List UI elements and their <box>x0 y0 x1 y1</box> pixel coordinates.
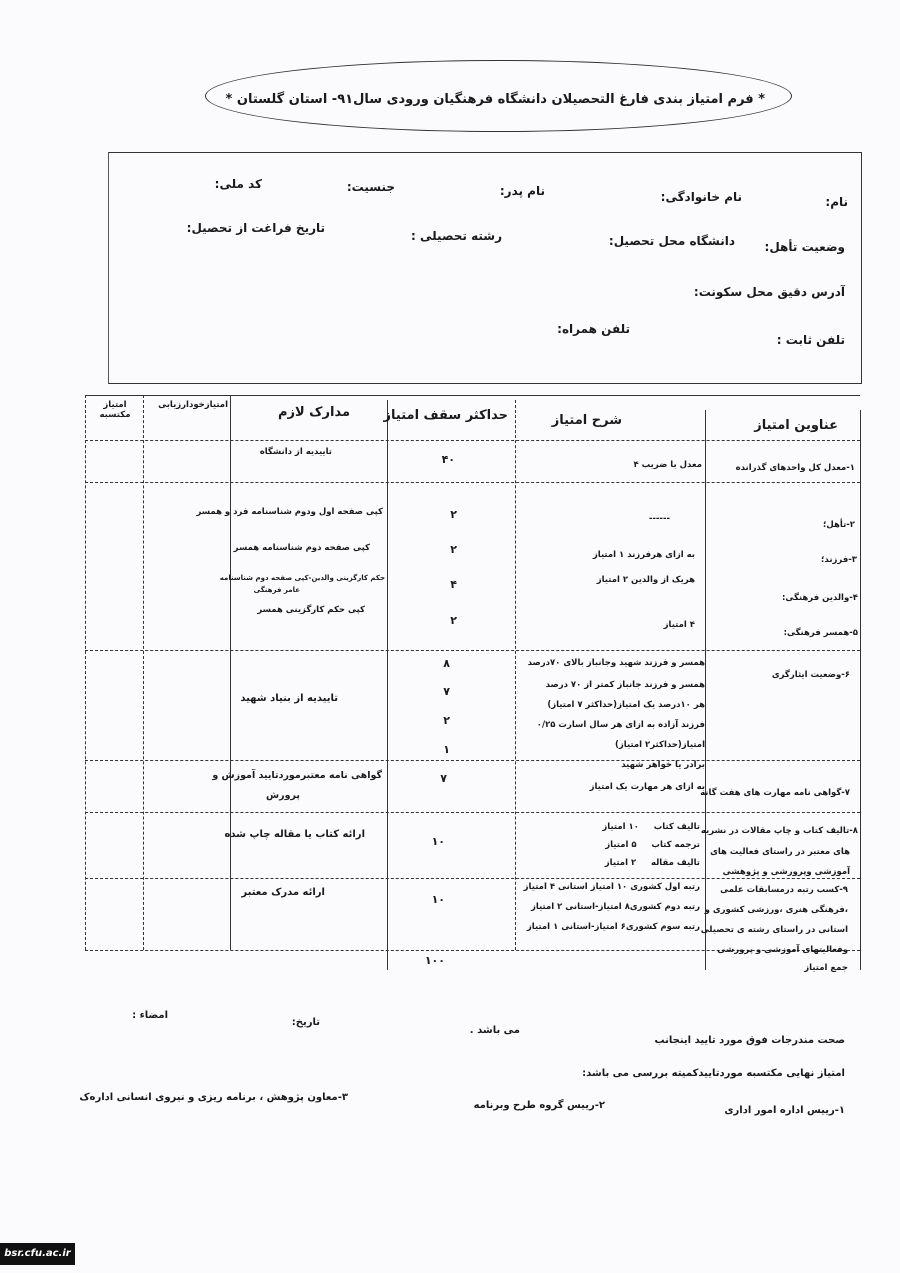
mobile-field[interactable]: تلفن همراه: <box>557 322 630 336</box>
row2-desc: ------ <box>648 514 670 524</box>
national-id-field[interactable]: کد ملی: <box>214 177 262 191</box>
graduation-date-field[interactable]: تاریخ فراغت از تحصیل: <box>186 221 325 235</box>
signature-label[interactable]: امضاء : <box>132 1010 168 1021</box>
row5-docs: کپی حکم کارگزینی همسر <box>257 605 365 615</box>
total-title: جمع امتیاز <box>804 963 848 973</box>
row3-title: ۳-فرزند؛ <box>821 555 857 565</box>
row6-title: ۶-وضعیت ایثارگری <box>771 670 850 680</box>
row5-desc: ۴ امتیاز <box>663 620 695 630</box>
marital-status-field[interactable]: وضعیت تأهل: <box>764 240 845 254</box>
row6-desc-4: فرزند آزاده به ازای هر سال اسارت ۰/۲۵ <box>536 720 705 730</box>
row3-desc: به ازای هرفرزند ۱ امتیاز <box>592 550 695 560</box>
row8-max: ۱۰ <box>431 835 445 848</box>
row2-title: ۲-تأهل؛ <box>823 520 855 530</box>
name-field[interactable]: نام: <box>825 195 848 209</box>
confirm-statement: صحت مندرجات فوق مورد تایید اینجانب <box>654 1035 845 1046</box>
confirm-end: می باشد . <box>469 1025 520 1036</box>
row8-title-1: ۸-تالیف کتاب و چاپ مقالات در نشریه <box>700 826 858 836</box>
final-score-statement: امتیاز نهایی مکتسبه موردتاییدکمیته بررسی می باشد: <box>582 1068 845 1079</box>
row6-max-2: ۷ <box>443 685 450 698</box>
father-name-field[interactable]: نام پدر: <box>499 184 545 198</box>
row7-title: ۷-گواهی نامه مهارت های هفت گانه <box>700 788 850 798</box>
row6-desc-5: امتیاز(حداکثر۲ امتیاز) <box>615 740 705 750</box>
row1-max: ۴۰ <box>441 453 455 466</box>
row6-max-1: ۸ <box>443 657 450 670</box>
row1-docs: تاییدیه از دانشگاه <box>259 447 332 457</box>
date-label[interactable]: تاریخ: <box>291 1017 320 1028</box>
landline-field[interactable]: تلفن ثابت : <box>776 333 845 347</box>
row2-docs: کپی صفحه اول ودوم شناسنامه فرد و همسر <box>196 507 383 517</box>
row9-title-4: وفعالیتهای آموزشی و پرورشی <box>717 945 848 955</box>
watermark-logo: bsr.cfu.ac.ir <box>0 1243 75 1265</box>
row7-max: ۷ <box>440 772 447 785</box>
row6-desc-6: برادر یا خواهر شهید <box>621 760 705 770</box>
total-max: ۱۰۰ <box>424 954 445 967</box>
row8-desc-3: تالیف مقاله ۲ امتیاز <box>604 858 700 868</box>
gender-field[interactable]: جنسیت: <box>346 180 395 194</box>
row9-docs: ارائه مدرک معتبر <box>241 887 325 898</box>
row6-desc-2: همسر و فرزند جانباز کمتر از ۷۰ درصد <box>545 680 705 690</box>
header-required-documents: مدارک لازم <box>277 405 350 420</box>
signer-2: ۲-رییس گروه طرح وبرنامه <box>473 1100 605 1111</box>
row6-max-3: ۲ <box>443 714 450 727</box>
form-title: * فرم امتیاز بندی فارغ التحصیلان دانشگاه فرهنگیان ورودی سال۹۱- استان گلستان * <box>225 92 765 107</box>
row9-title-1: ۹-کسب رتبه درمسابقات علمی <box>720 885 848 895</box>
header-score-description: شرح امتیاز <box>551 413 622 428</box>
header-earned-score: امتیاز مکتسبه <box>99 400 131 420</box>
row8-title-2: های معتبر در راستای فعالیت های <box>710 847 850 857</box>
row4-max: ۴ <box>450 578 457 591</box>
row4-docs: حکم کارگزینی والدین-کپی صفحه دوم شناسنامه <box>219 574 385 582</box>
header-score-titles: عناوین امتیاز <box>754 418 838 433</box>
row8-docs: ارائه کتاب یا مقاله چاپ شده <box>224 829 365 840</box>
row9-desc-1: رتبه اول کشوری ۱۰ امتیاز استانی ۴ امتیاز <box>523 882 700 892</box>
row1-desc: معدل با ضریب ۴ <box>633 460 702 470</box>
row8-desc-2: ترجمه کتاب ۵ امتیاز <box>605 840 700 850</box>
row6-docs: تاییدیه از بنیاد شهید <box>240 693 338 704</box>
row3-max: ۲ <box>450 543 457 556</box>
row2-max: ۲ <box>450 508 457 521</box>
row9-desc-2: رتبه دوم کشوری۸ امتیاز-استانی ۲ امتیاز <box>530 902 700 912</box>
university-field[interactable]: دانشگاه محل تحصیل: <box>608 234 735 248</box>
header-max-score: حداکثر سقف امتیاز <box>383 408 508 423</box>
row6-desc-3: هر ۱۰درصد یک امتیاز(حداکثر ۷ امتیاز) <box>547 700 705 710</box>
address-field[interactable]: آدرس دقیق محل سکونت: <box>693 285 845 299</box>
row6-desc-1: همسر و فرزند شهید وجانباز بالای ۷۰درصد <box>527 658 705 668</box>
row9-title-2: ،فرهنگی هنری ،ورزشی کشوری و <box>704 905 848 915</box>
major-field[interactable]: رشته تحصیلی : <box>411 229 502 243</box>
row7-desc: به ازای هر مهارت یک امتیاز <box>589 782 705 792</box>
row5-title: ۵-همسر فرهنگی: <box>783 628 858 638</box>
header-self-assessment: امتیازخودارزیابی <box>158 400 228 410</box>
row6-max-4: ۱ <box>443 743 450 756</box>
row9-max: ۱۰ <box>431 893 445 906</box>
signer-3: ۳-معاون پژوهش ، برنامه ریزی و نیروی انسانی اداره‌ک <box>79 1092 348 1103</box>
row8-desc-1: تالیف کتاب ۱۰ امتیاز <box>602 822 700 832</box>
row1-title: ۱-معدل کل واحدهای گذرانده <box>735 463 855 473</box>
row4-docs-cont: عامر فرهنگی <box>253 586 300 594</box>
row3-docs: کپی صفحه دوم شناسنامه همسر <box>233 543 370 553</box>
row9-desc-3: رتبه سوم کشوری۶ امتیاز-استانی ۱ امتیاز <box>526 922 700 932</box>
row4-desc: هریک از والدین ۲ امتیاز <box>596 575 695 585</box>
row4-title: ۴-والدین فرهنگی: <box>782 593 858 603</box>
family-name-field[interactable]: نام خانوادگی: <box>660 190 742 204</box>
row5-max: ۲ <box>450 614 457 627</box>
row9-title-3: استانی در راستای رشته ی تحصیلی <box>700 925 848 935</box>
signer-1: ۱-رییس اداره امور اداری <box>724 1105 845 1116</box>
row7-docs: گواهی نامه معتبرموردتایید آموزش و <box>212 770 382 781</box>
row7-docs-cont: پرورش <box>266 790 300 801</box>
row8-title-3: آموزشی وپرورشی و پژوهشی <box>722 867 850 877</box>
